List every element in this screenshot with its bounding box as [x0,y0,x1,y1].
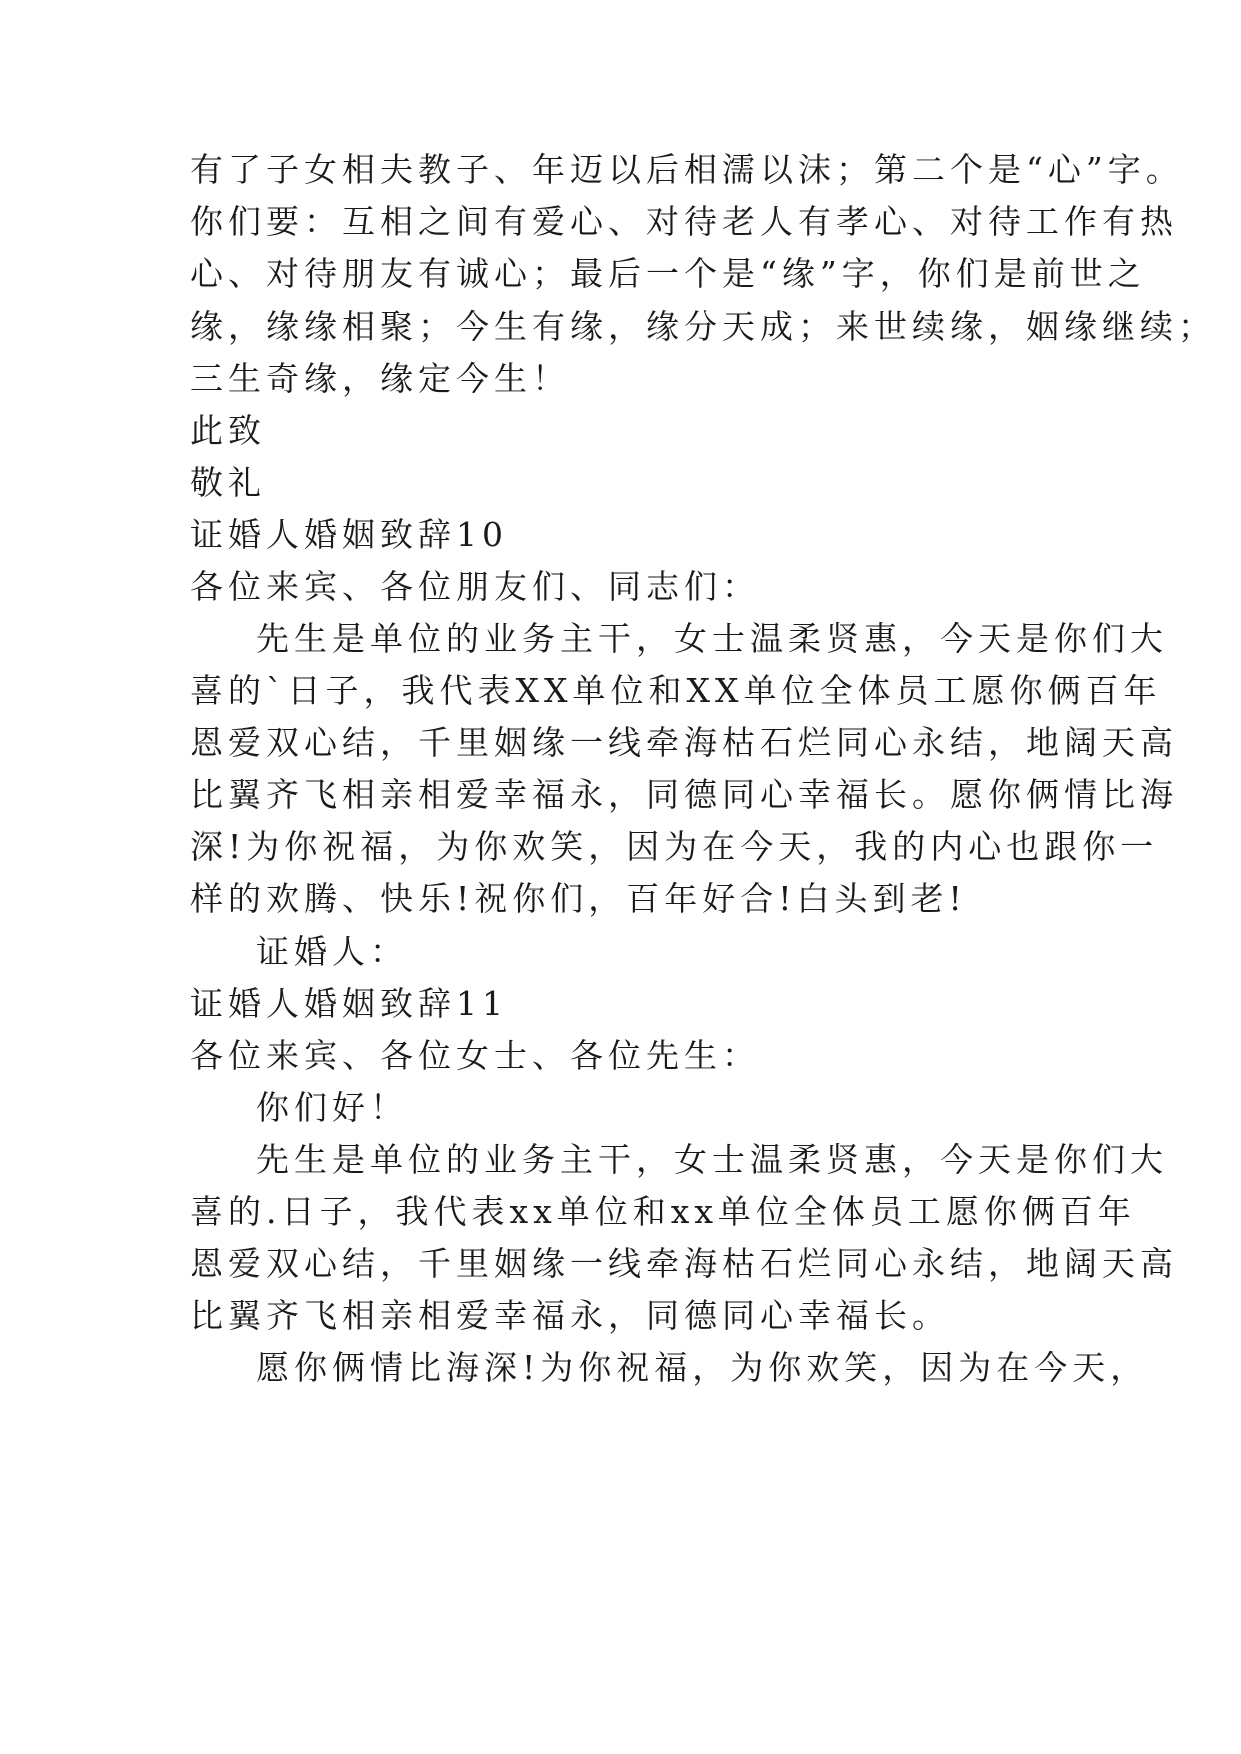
paragraph-line: 喜的`日子，我代表XX单位和XX单位全体员工愿你俩百年 [190,671,1162,710]
paragraph-line: 恩爱双心结，千里姻缘一线牵海枯石烂同心永结，地阔天高 [190,723,1178,762]
paragraph-line: 比翼齐飞相亲相爱幸福永，同德同心幸福长。愿你俩情比海 [190,775,1178,814]
salutation: 各位来宾、各位朋友们、同志们： [190,567,760,606]
paragraph-line: 有了子女相夫教子、年迈以后相濡以沫；第二个是“心”字。 [190,150,1184,189]
closing-line: 此致 [190,411,266,450]
paragraph-line: 恩爱双心结，千里姻缘一线牵海枯石烂同心永结，地阔天高 [190,1244,1178,1283]
paragraph-line: 先生是单位的业务主干，女士温柔贤惠，今天是你们大 [256,619,1168,658]
closing-line: 敬礼 [190,463,266,502]
greeting-line: 你们好！ [256,1088,408,1127]
salutation: 各位来宾、各位女士、各位先生： [190,1036,760,1075]
paragraph-line: 比翼齐飞相亲相爱幸福永，同德同心幸福长。 [190,1296,950,1335]
paragraph-line: 深!为你祝福，为你欢笑，因为在今天，我的内心也跟你一 [190,827,1159,866]
paragraph-line: 你们要：互相之间有爱心、对待老人有孝心、对待工作有热 [190,202,1178,241]
paragraph-line: 先生是单位的业务主干，女士温柔贤惠，今天是你们大 [256,1140,1168,1179]
paragraph-line: 心、对待朋友有诚心；最后一个是“缘”字，你们是前世之 [190,254,1146,293]
signature-line: 证婚人： [256,932,408,971]
paragraph-line: 喜的.日子，我代表xx单位和xx单位全体员工愿你俩百年 [190,1192,1136,1231]
section-heading: 证婚人婚姻致辞10 [190,515,508,554]
paragraph-line: 样的欢腾、快乐!祝你们，百年好合!白头到老! [190,879,967,918]
section-heading: 证婚人婚姻致辞11 [190,984,508,1023]
paragraph-line: 愿你俩情比海深!为你祝福，为你欢笑，因为在今天， [256,1348,1149,1387]
paragraph-line: 三生奇缘，缘定今生！ [190,359,570,398]
paragraph-line: 缘，缘缘相聚；今生有缘，缘分天成；来世续缘，姻缘继续； [190,307,1216,346]
